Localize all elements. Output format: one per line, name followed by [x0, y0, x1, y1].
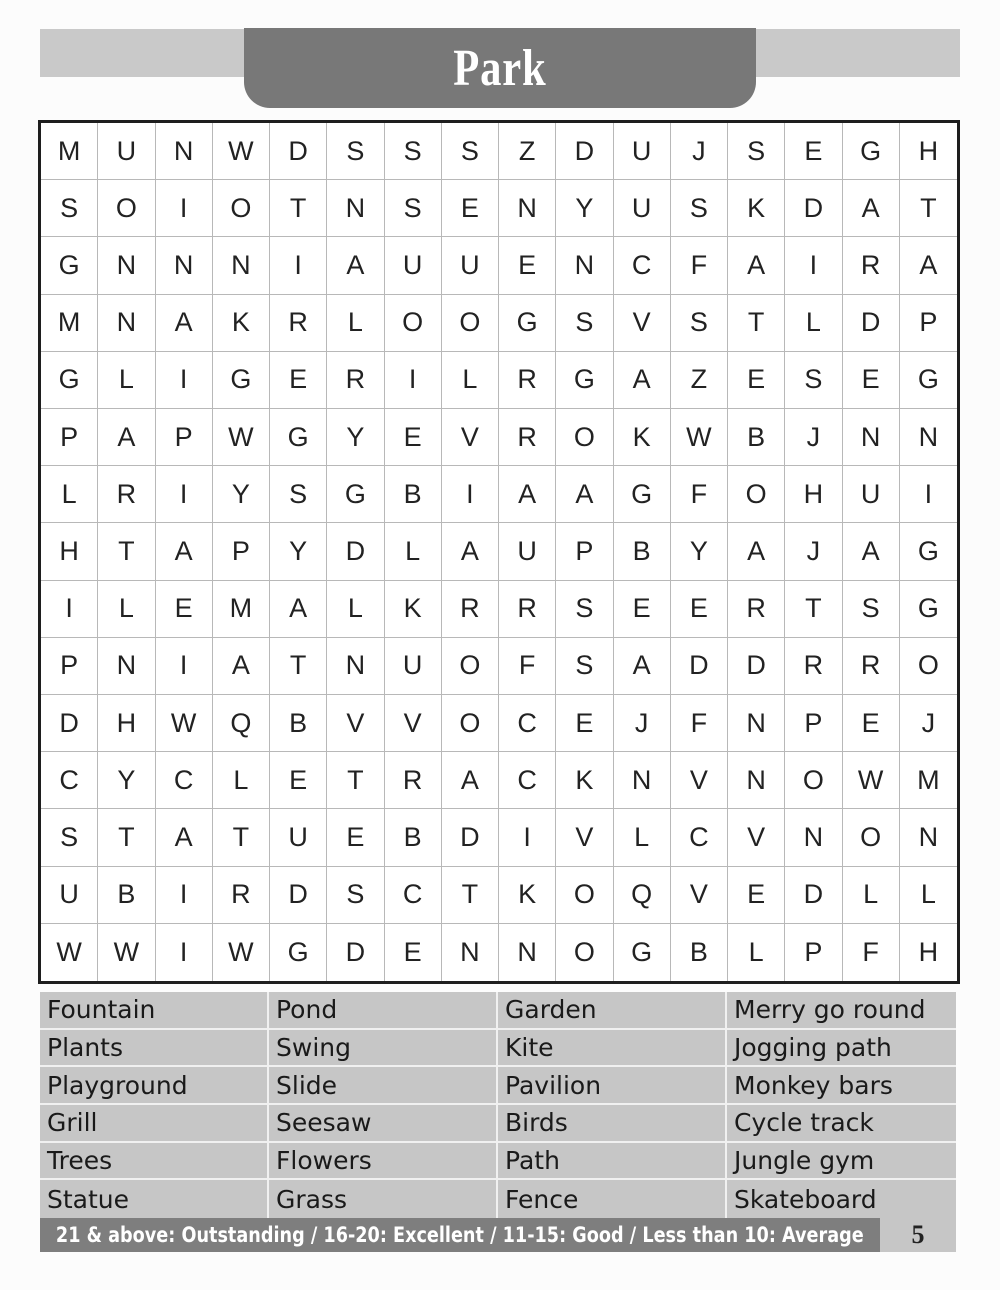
grid-cell[interactable]: Y [213, 466, 270, 523]
grid-cell[interactable]: I [270, 237, 327, 294]
grid-cell[interactable]: N [327, 638, 384, 695]
grid-cell[interactable]: T [270, 638, 327, 695]
grid-cell[interactable]: I [156, 638, 213, 695]
grid-cell[interactable]: J [785, 523, 842, 580]
grid-cell[interactable]: G [556, 352, 613, 409]
grid-cell[interactable]: A [213, 638, 270, 695]
grid-cell[interactable]: W [98, 924, 155, 981]
score-legend: 21 & above: Outstanding / 16-20: Excellent / 11-15: Good / Less than 10: Average [56, 1223, 864, 1247]
grid-cell[interactable]: E [270, 352, 327, 409]
grid-cell[interactable]: U [270, 809, 327, 866]
grid-cell[interactable]: T [98, 809, 155, 866]
word-list-item: Slide [269, 1067, 498, 1105]
word-list [40, 992, 956, 1218]
grid-cell[interactable]: A [156, 809, 213, 866]
grid-cell[interactable]: K [728, 180, 785, 237]
grid-cell[interactable]: O [385, 295, 442, 352]
grid-cell[interactable]: V [671, 752, 728, 809]
grid-cell[interactable]: A [614, 352, 671, 409]
grid-cell[interactable]: O [785, 752, 842, 809]
grid-cell[interactable]: U [98, 123, 155, 180]
grid-cell[interactable]: U [41, 867, 98, 924]
grid-cell[interactable]: S [728, 123, 785, 180]
grid-cell[interactable]: B [728, 409, 785, 466]
grid-cell[interactable]: J [671, 123, 728, 180]
word-list-item: Trees [40, 1143, 269, 1181]
grid-cell[interactable]: T [213, 809, 270, 866]
grid-cell[interactable]: E [785, 123, 842, 180]
grid-cell[interactable]: V [442, 409, 499, 466]
grid-cell[interactable]: U [614, 180, 671, 237]
grid-cell[interactable]: A [156, 523, 213, 580]
grid-cell[interactable]: D [327, 924, 384, 981]
grid-cell[interactable]: H [785, 466, 842, 523]
grid-cell[interactable]: E [499, 237, 556, 294]
grid-cell[interactable]: L [442, 352, 499, 409]
grid-cell[interactable]: Y [327, 409, 384, 466]
word-list-item: Merry go round [727, 992, 956, 1030]
grid-cell[interactable]: V [327, 695, 384, 752]
grid-cell[interactable]: N [556, 237, 613, 294]
grid-cell[interactable]: R [785, 638, 842, 695]
grid-cell[interactable]: I [785, 237, 842, 294]
grid-cell[interactable]: I [156, 180, 213, 237]
grid-cell[interactable]: P [785, 924, 842, 981]
grid-cell[interactable]: G [270, 924, 327, 981]
grid-cell[interactable]: G [499, 295, 556, 352]
grid-cell[interactable]: R [843, 237, 900, 294]
word-list-item: Garden [498, 992, 727, 1030]
grid-cell[interactable]: V [728, 809, 785, 866]
grid-cell[interactable]: R [385, 752, 442, 809]
grid-cell[interactable]: G [614, 924, 671, 981]
grid-cell[interactable]: T [728, 295, 785, 352]
grid-cell[interactable]: E [843, 352, 900, 409]
grid-cell[interactable]: E [385, 409, 442, 466]
word-list-item: Fence [498, 1180, 727, 1218]
grid-cell[interactable]: R [499, 581, 556, 638]
grid-cell[interactable]: V [614, 295, 671, 352]
grid-cell[interactable]: S [327, 123, 384, 180]
grid-cell[interactable]: G [614, 466, 671, 523]
grid-cell[interactable]: S [385, 123, 442, 180]
grid-cell[interactable]: Z [671, 352, 728, 409]
grid-cell[interactable]: P [41, 409, 98, 466]
grid-cell[interactable]: G [270, 409, 327, 466]
grid-cell[interactable]: W [41, 924, 98, 981]
grid-cell[interactable]: N [728, 695, 785, 752]
grid-cell[interactable]: I [156, 924, 213, 981]
grid-cell[interactable]: O [213, 180, 270, 237]
grid-cell[interactable]: A [442, 523, 499, 580]
grid-cell[interactable]: N [900, 809, 957, 866]
grid-cell[interactable]: M [41, 295, 98, 352]
grid-cell[interactable]: O [442, 638, 499, 695]
grid-cell[interactable]: B [98, 867, 155, 924]
grid-cell[interactable]: D [442, 809, 499, 866]
grid-cell[interactable]: N [785, 809, 842, 866]
grid-cell[interactable]: A [556, 466, 613, 523]
grid-cell[interactable]: P [785, 695, 842, 752]
grid-cell[interactable]: O [728, 466, 785, 523]
word-list-item: Path [498, 1143, 727, 1181]
grid-cell[interactable]: N [213, 237, 270, 294]
grid-cell[interactable]: G [41, 352, 98, 409]
grid-cell[interactable]: A [327, 237, 384, 294]
grid-cell[interactable]: I [156, 466, 213, 523]
grid-cell[interactable]: G [213, 352, 270, 409]
grid-cell[interactable]: N [98, 295, 155, 352]
grid-cell[interactable]: Z [499, 123, 556, 180]
grid-cell[interactable]: N [327, 180, 384, 237]
grid-cell[interactable]: V [556, 809, 613, 866]
grid-cell[interactable]: W [843, 752, 900, 809]
grid-cell[interactable]: T [785, 581, 842, 638]
word-list-item: Birds [498, 1105, 727, 1143]
grid-cell[interactable]: L [213, 752, 270, 809]
grid-cell[interactable]: U [442, 237, 499, 294]
grid-cell[interactable]: N [614, 752, 671, 809]
grid-cell[interactable]: S [556, 581, 613, 638]
grid-cell[interactable]: O [98, 180, 155, 237]
grid-cell[interactable]: Y [671, 523, 728, 580]
grid-cell[interactable]: E [843, 695, 900, 752]
grid-cell[interactable]: E [270, 752, 327, 809]
grid-cell[interactable]: O [442, 695, 499, 752]
grid-cell[interactable]: K [614, 409, 671, 466]
grid-cell[interactable]: R [270, 295, 327, 352]
grid-cell[interactable]: B [671, 924, 728, 981]
grid-cell[interactable]: P [556, 523, 613, 580]
grid-cell[interactable]: G [900, 581, 957, 638]
word-list-item: Skateboard [734, 1184, 877, 1214]
word-list-item: Kite [498, 1030, 727, 1068]
grid-cell[interactable]: I [442, 466, 499, 523]
grid-cell[interactable]: V [385, 695, 442, 752]
grid-cell[interactable]: L [327, 581, 384, 638]
grid-cell[interactable]: C [671, 809, 728, 866]
grid-cell[interactable]: D [785, 867, 842, 924]
grid-cell[interactable]: Q [614, 867, 671, 924]
grid-cell[interactable]: E [156, 581, 213, 638]
grid-cell[interactable]: H [98, 695, 155, 752]
grid-cell[interactable]: K [499, 867, 556, 924]
grid-cell[interactable]: M [213, 581, 270, 638]
grid-cell[interactable]: L [327, 295, 384, 352]
grid-cell[interactable]: R [499, 409, 556, 466]
grid-cell[interactable]: E [327, 809, 384, 866]
grid-cell[interactable]: A [270, 581, 327, 638]
grid-cell[interactable]: N [442, 924, 499, 981]
grid-cell[interactable]: E [728, 867, 785, 924]
grid-cell[interactable]: M [41, 123, 98, 180]
grid-cell[interactable]: I [385, 352, 442, 409]
grid-cell[interactable]: B [614, 523, 671, 580]
grid-cell[interactable]: S [556, 638, 613, 695]
word-list-item: Seesaw [269, 1105, 498, 1143]
grid-cell[interactable]: N [156, 123, 213, 180]
grid-cell[interactable]: L [900, 867, 957, 924]
grid-cell[interactable]: L [98, 352, 155, 409]
grid-cell[interactable]: N [900, 409, 957, 466]
grid-cell[interactable]: U [385, 237, 442, 294]
grid-cell[interactable]: S [327, 867, 384, 924]
grid-cell[interactable]: O [556, 409, 613, 466]
grid-cell[interactable]: J [614, 695, 671, 752]
word-list-item: Statue [40, 1180, 269, 1218]
grid-cell[interactable]: R [98, 466, 155, 523]
grid-cell[interactable]: P [41, 638, 98, 695]
grid-cell[interactable]: S [671, 180, 728, 237]
grid-cell[interactable]: W [213, 123, 270, 180]
grid-cell[interactable]: S [442, 123, 499, 180]
word-list-item: Plants [40, 1030, 269, 1068]
grid-cell[interactable]: N [843, 409, 900, 466]
grid-cell[interactable]: A [614, 638, 671, 695]
grid-cell[interactable]: E [671, 581, 728, 638]
grid-cell[interactable]: I [900, 466, 957, 523]
grid-cell[interactable]: D [785, 180, 842, 237]
grid-cell[interactable]: D [270, 867, 327, 924]
word-list-item: Jogging path [727, 1030, 956, 1068]
grid-cell[interactable]: D [270, 123, 327, 180]
grid-cell[interactable]: I [156, 867, 213, 924]
grid-cell[interactable]: W [213, 924, 270, 981]
grid-cell[interactable]: J [900, 695, 957, 752]
grid-cell[interactable]: E [385, 924, 442, 981]
grid-cell[interactable]: N [499, 924, 556, 981]
grid-cell[interactable]: G [900, 523, 957, 580]
page-number-box [880, 1218, 956, 1252]
grid-cell[interactable]: L [98, 581, 155, 638]
grid-cell[interactable]: O [442, 295, 499, 352]
grid-cell[interactable]: A [843, 180, 900, 237]
grid-cell[interactable]: W [213, 409, 270, 466]
grid-cell[interactable]: O [556, 924, 613, 981]
grid-cell[interactable]: Y [270, 523, 327, 580]
grid-cell[interactable]: B [385, 466, 442, 523]
grid-cell[interactable]: D [671, 638, 728, 695]
grid-cell[interactable]: E [728, 352, 785, 409]
grid-cell[interactable]: A [728, 237, 785, 294]
word-list-item: Swing [269, 1030, 498, 1068]
grid-cell[interactable]: A [442, 752, 499, 809]
grid-cell[interactable]: S [671, 295, 728, 352]
grid-cell[interactable]: U [614, 123, 671, 180]
grid-cell[interactable]: V [671, 867, 728, 924]
grid-cell[interactable]: D [327, 523, 384, 580]
grid-cell[interactable]: C [41, 752, 98, 809]
grid-cell[interactable]: Q [213, 695, 270, 752]
letter-grid [38, 120, 960, 984]
grid-cell[interactable]: Y [556, 180, 613, 237]
grid-cell[interactable]: N [98, 237, 155, 294]
grid-cell[interactable]: A [900, 237, 957, 294]
grid-cell[interactable]: L [728, 924, 785, 981]
grid-cell[interactable]: E [442, 180, 499, 237]
grid-cell[interactable]: R [499, 352, 556, 409]
grid-cell[interactable]: I [156, 352, 213, 409]
grid-cell[interactable]: L [385, 523, 442, 580]
grid-cell[interactable]: A [98, 409, 155, 466]
grid-cell[interactable]: B [270, 695, 327, 752]
grid-cell[interactable]: T [900, 180, 957, 237]
grid-cell[interactable]: O [843, 809, 900, 866]
grid-cell[interactable]: S [556, 295, 613, 352]
grid-cell[interactable]: P [213, 523, 270, 580]
page-number: 5 [911, 1220, 925, 1249]
word-list-item: Grill [40, 1105, 269, 1143]
grid-cell[interactable]: L [785, 295, 842, 352]
grid-cell[interactable]: A [156, 295, 213, 352]
grid-cell[interactable]: L [614, 809, 671, 866]
grid-cell[interactable]: A [843, 523, 900, 580]
grid-cell[interactable]: A [728, 523, 785, 580]
grid-cell[interactable]: F [499, 638, 556, 695]
grid-cell[interactable]: F [671, 237, 728, 294]
word-list-item: Monkey bars [727, 1067, 956, 1105]
grid-cell[interactable]: D [843, 295, 900, 352]
grid-cell[interactable]: T [327, 752, 384, 809]
grid-cell[interactable]: R [442, 581, 499, 638]
grid-cell[interactable]: C [156, 752, 213, 809]
grid-cell[interactable]: L [41, 466, 98, 523]
grid-cell[interactable]: G [843, 123, 900, 180]
grid-cell[interactable]: I [41, 581, 98, 638]
grid-cell[interactable]: A [499, 466, 556, 523]
grid-cell[interactable]: T [442, 867, 499, 924]
word-list-item: Flowers [269, 1143, 498, 1181]
grid-cell[interactable]: G [41, 237, 98, 294]
title-tab [244, 28, 756, 108]
grid-cell[interactable]: C [499, 752, 556, 809]
grid-cell[interactable]: B [385, 809, 442, 866]
grid-cell[interactable]: R [327, 352, 384, 409]
grid-cell[interactable]: F [671, 695, 728, 752]
grid-cell[interactable]: N [728, 752, 785, 809]
grid-cell[interactable]: C [614, 237, 671, 294]
grid-cell[interactable]: D [728, 638, 785, 695]
grid-cell[interactable]: T [98, 523, 155, 580]
word-list-item: Cycle track [727, 1105, 956, 1143]
grid-cell[interactable]: O [556, 867, 613, 924]
grid-cell[interactable]: L [843, 867, 900, 924]
grid-cell[interactable]: U [499, 523, 556, 580]
grid-cell[interactable]: K [385, 581, 442, 638]
grid-cell[interactable]: R [213, 867, 270, 924]
grid-cell[interactable]: C [499, 695, 556, 752]
grid-cell[interactable]: E [556, 695, 613, 752]
grid-cell[interactable]: R [843, 638, 900, 695]
grid-cell[interactable]: F [671, 466, 728, 523]
grid-cell[interactable]: S [785, 352, 842, 409]
grid-cell[interactable]: S [270, 466, 327, 523]
grid-cell[interactable]: P [900, 295, 957, 352]
grid-cell[interactable]: C [385, 867, 442, 924]
word-list-item: Grass [269, 1180, 498, 1218]
grid-cell[interactable]: K [213, 295, 270, 352]
grid-cell[interactable]: S [41, 180, 98, 237]
word-list-item: Playground [40, 1067, 269, 1105]
grid-cell[interactable]: G [327, 466, 384, 523]
grid-cell[interactable]: D [41, 695, 98, 752]
grid-cell[interactable]: Y [98, 752, 155, 809]
grid-cell[interactable]: O [900, 638, 957, 695]
grid-cell[interactable]: D [556, 123, 613, 180]
grid-cell[interactable]: H [900, 123, 957, 180]
grid-cell[interactable]: I [499, 809, 556, 866]
word-list-item: Pond [269, 992, 498, 1030]
word-list-item: Fountain [40, 992, 269, 1030]
grid-cell[interactable]: H [41, 523, 98, 580]
grid-cell[interactable]: J [785, 409, 842, 466]
grid-cell[interactable]: H [918, 936, 939, 967]
grid-cell[interactable]: N [156, 237, 213, 294]
score-footer [40, 1218, 880, 1252]
grid-cell[interactable]: T [270, 180, 327, 237]
word-list-item: Jungle gym [727, 1143, 956, 1181]
grid-cell[interactable]: P [156, 409, 213, 466]
grid-cell[interactable]: S [385, 180, 442, 237]
grid-cell[interactable]: S [41, 809, 98, 866]
grid-cell[interactable]: F [843, 924, 900, 981]
grid-cell[interactable]: E [614, 581, 671, 638]
grid-cell[interactable]: K [556, 752, 613, 809]
word-list-item: Pavilion [498, 1067, 727, 1105]
grid-cell[interactable]: U [385, 638, 442, 695]
grid-cell[interactable]: W [156, 695, 213, 752]
grid-cell[interactable]: R [728, 581, 785, 638]
grid-cell[interactable]: M [900, 752, 957, 809]
grid-cell[interactable]: N [98, 638, 155, 695]
grid-cell[interactable]: N [499, 180, 556, 237]
grid-cell[interactable]: G [900, 352, 957, 409]
page-title: Park [453, 39, 547, 97]
grid-cell[interactable]: U [843, 466, 900, 523]
grid-cell[interactable]: S [843, 581, 900, 638]
grid-cell[interactable]: W [671, 409, 728, 466]
